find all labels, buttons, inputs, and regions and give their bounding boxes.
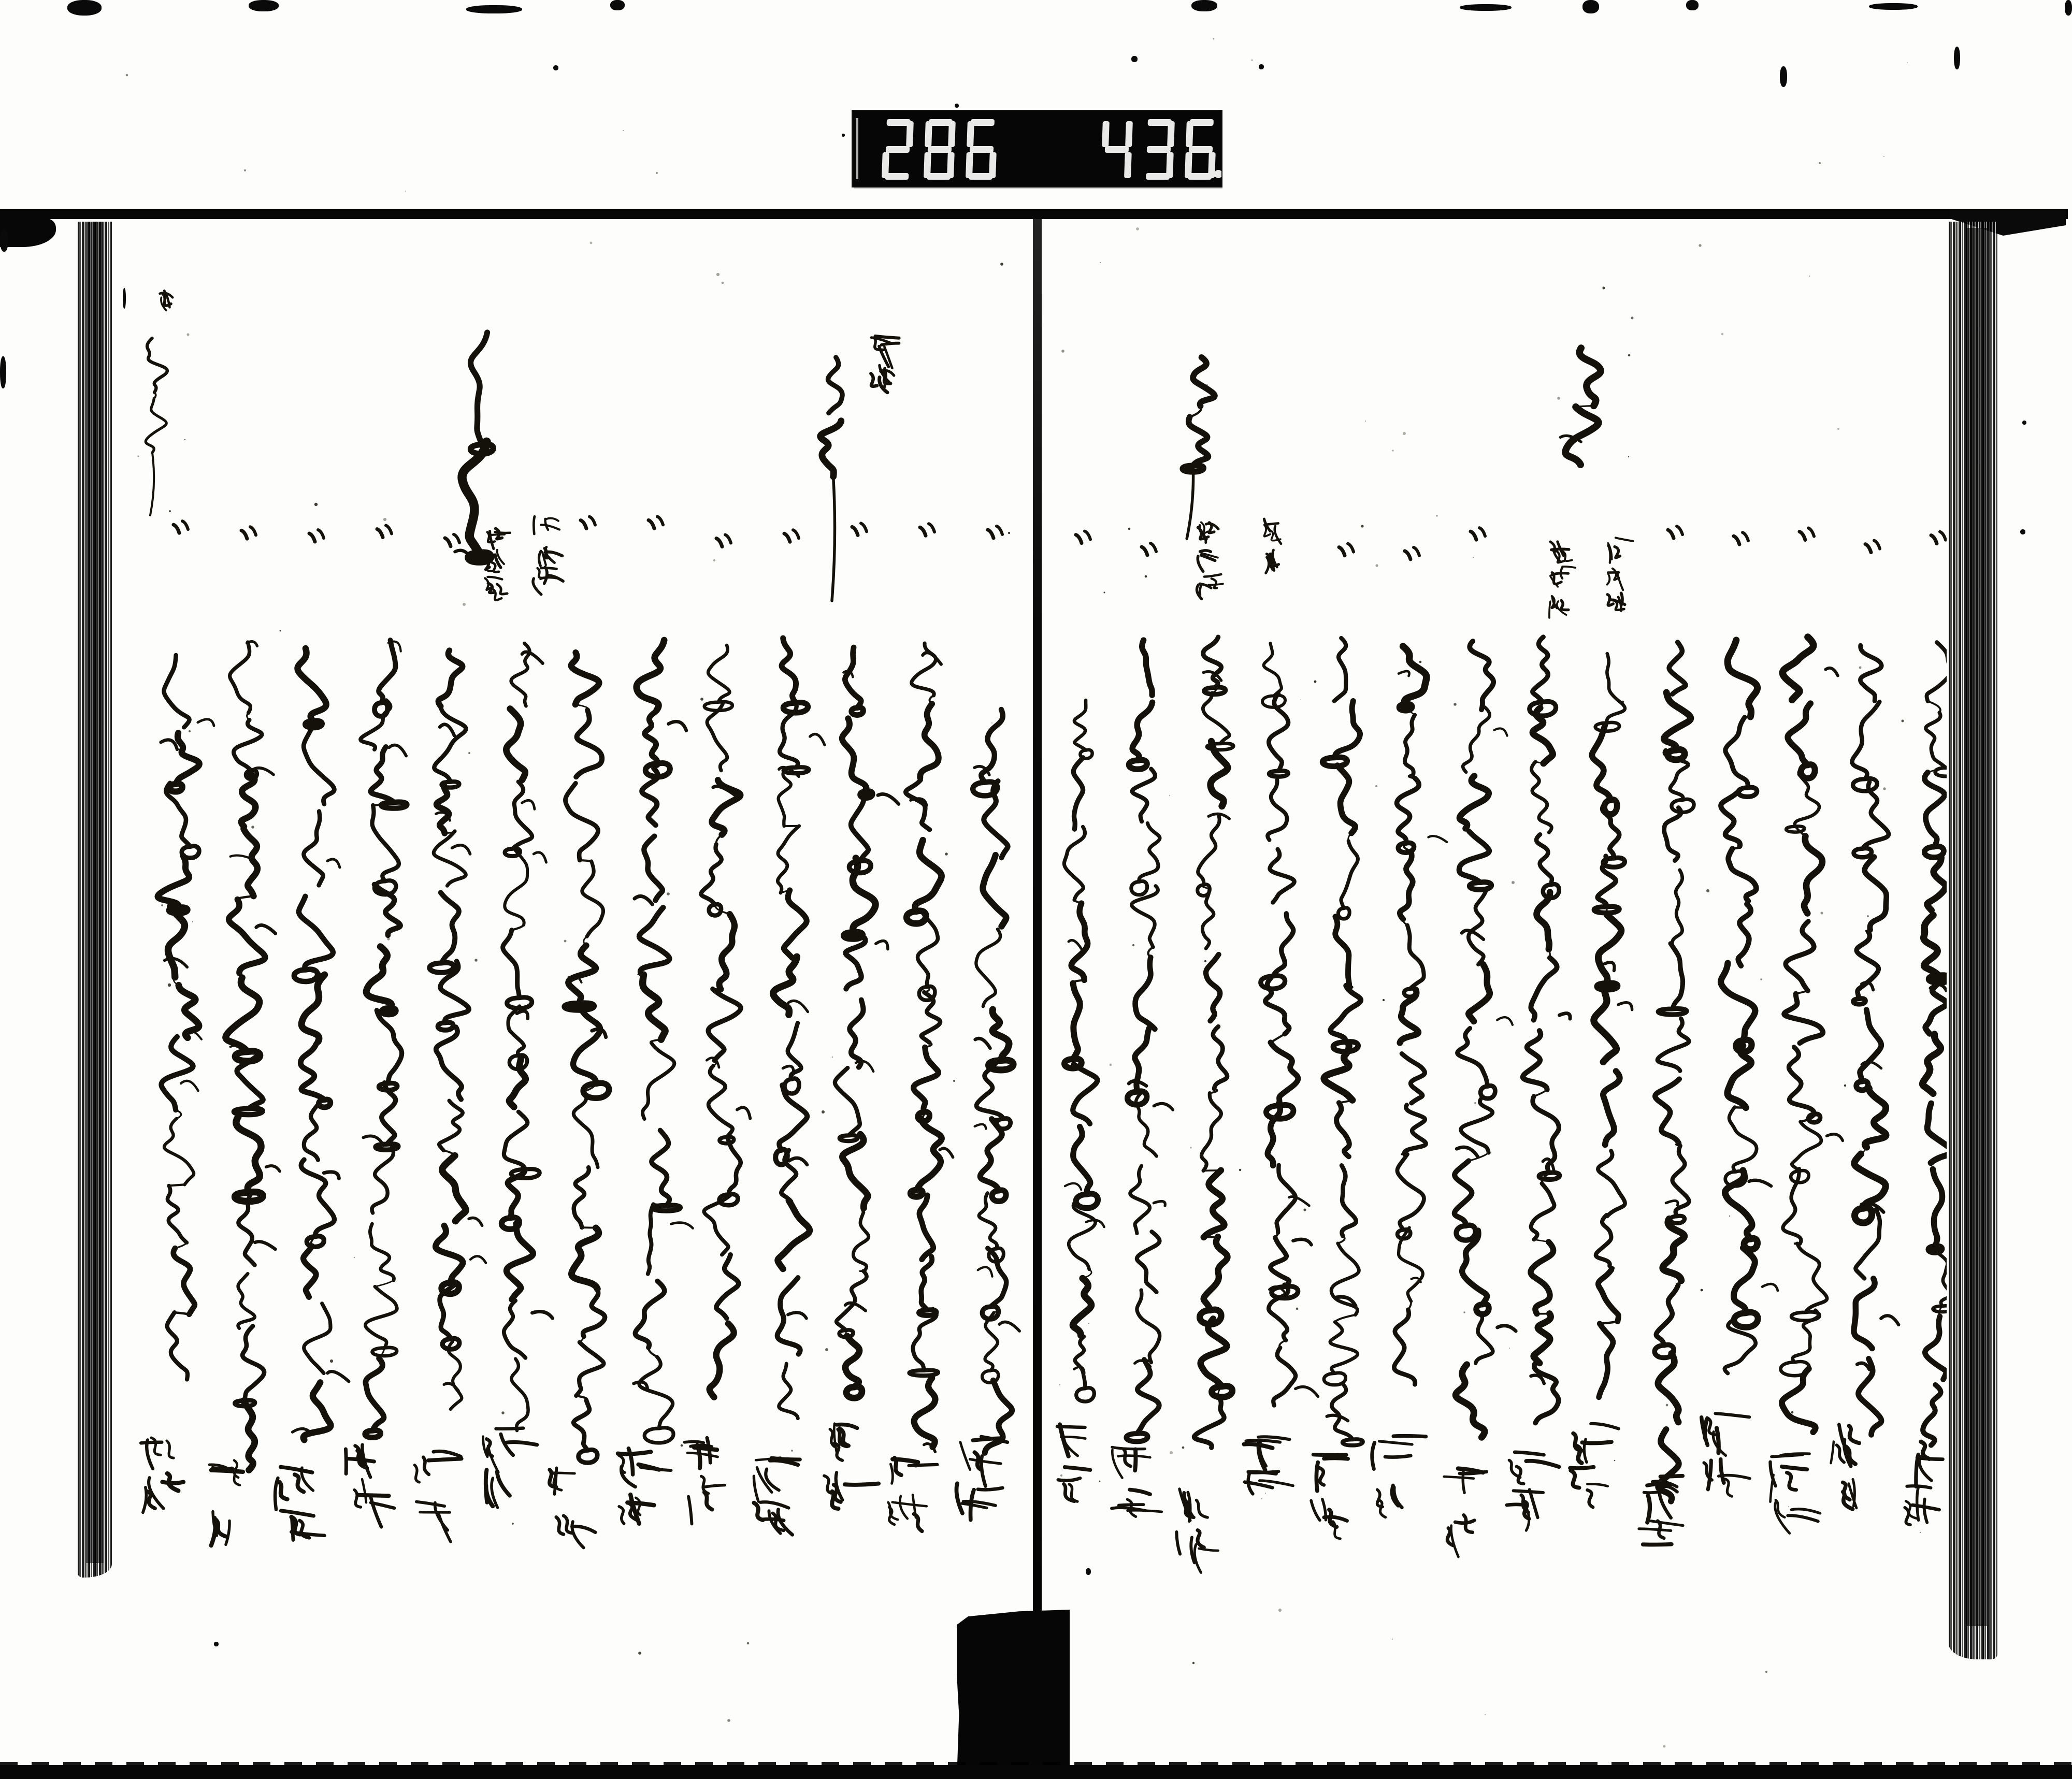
attribution-name xyxy=(275,1467,324,1540)
section-header xyxy=(1560,348,1601,465)
source-label xyxy=(484,529,510,600)
section-header xyxy=(821,357,842,601)
attribution-name xyxy=(483,1428,537,1508)
source-label xyxy=(1264,519,1281,573)
attribution-name xyxy=(888,1458,938,1531)
poem-column xyxy=(835,523,899,1398)
attribution-name xyxy=(346,1445,394,1527)
poem-column xyxy=(1261,643,1318,1406)
poem-column xyxy=(1455,528,1516,1437)
attribution-name xyxy=(1570,1424,1619,1507)
poem-column xyxy=(701,535,750,1397)
attribution-name xyxy=(414,1451,461,1542)
margin-note xyxy=(146,291,172,515)
source-label xyxy=(1197,522,1222,599)
attribution-name xyxy=(824,1424,879,1509)
right-page xyxy=(1057,348,1969,1572)
poem-column xyxy=(361,526,407,1438)
section-header xyxy=(1183,357,1215,539)
source-label xyxy=(533,516,563,594)
poem-column xyxy=(501,643,552,1430)
poem-column xyxy=(565,517,609,1463)
attribution-name xyxy=(1112,1447,1162,1516)
attribution-name xyxy=(618,1449,671,1524)
source-label xyxy=(1549,542,1575,618)
poem-column xyxy=(1126,543,1173,1441)
attribution-name xyxy=(956,1437,1007,1520)
attribution-name xyxy=(550,1468,595,1547)
header-kanji-prefix xyxy=(871,336,899,393)
poem-column xyxy=(1523,637,1570,1423)
attribution-name xyxy=(1244,1437,1293,1494)
poem-column xyxy=(158,521,214,1379)
source-label xyxy=(1607,538,1633,611)
poem-column xyxy=(773,530,825,1418)
attribution-name xyxy=(1507,1452,1559,1530)
poem-column xyxy=(1194,637,1233,1448)
attribution-name xyxy=(1639,1476,1683,1545)
poem-column xyxy=(1654,526,1694,1501)
attribution-name xyxy=(1770,1454,1820,1534)
attribution-name xyxy=(209,1460,243,1546)
attribution-name xyxy=(684,1438,725,1524)
attribution-name xyxy=(1905,1442,1942,1525)
poem-column xyxy=(1922,532,1969,1445)
attribution-name xyxy=(1311,1455,1348,1539)
poem-column xyxy=(634,516,693,1443)
section-header xyxy=(455,332,493,561)
poem-column xyxy=(1781,528,1843,1433)
left-page xyxy=(141,291,1019,1547)
poem-column xyxy=(1592,654,1632,1397)
poem-column xyxy=(905,524,953,1452)
poem-column xyxy=(226,527,280,1470)
poem-column xyxy=(973,526,1019,1453)
poem-column xyxy=(429,534,486,1409)
attribution-name xyxy=(1831,1425,1860,1509)
poem-column xyxy=(293,530,349,1440)
poem-column xyxy=(1852,541,1898,1435)
attribution-name xyxy=(754,1458,800,1535)
poem-column xyxy=(1322,544,1363,1445)
attribution-name xyxy=(1057,1425,1090,1502)
attribution-name xyxy=(141,1438,183,1512)
attribution-name xyxy=(1444,1469,1487,1557)
attribution-name xyxy=(1702,1413,1750,1496)
poem-column xyxy=(1394,547,1447,1384)
attribution-name xyxy=(1372,1436,1426,1517)
poem-column xyxy=(1721,532,1778,1373)
poem-column xyxy=(1064,531,1104,1402)
attribution-name xyxy=(1176,1489,1218,1572)
